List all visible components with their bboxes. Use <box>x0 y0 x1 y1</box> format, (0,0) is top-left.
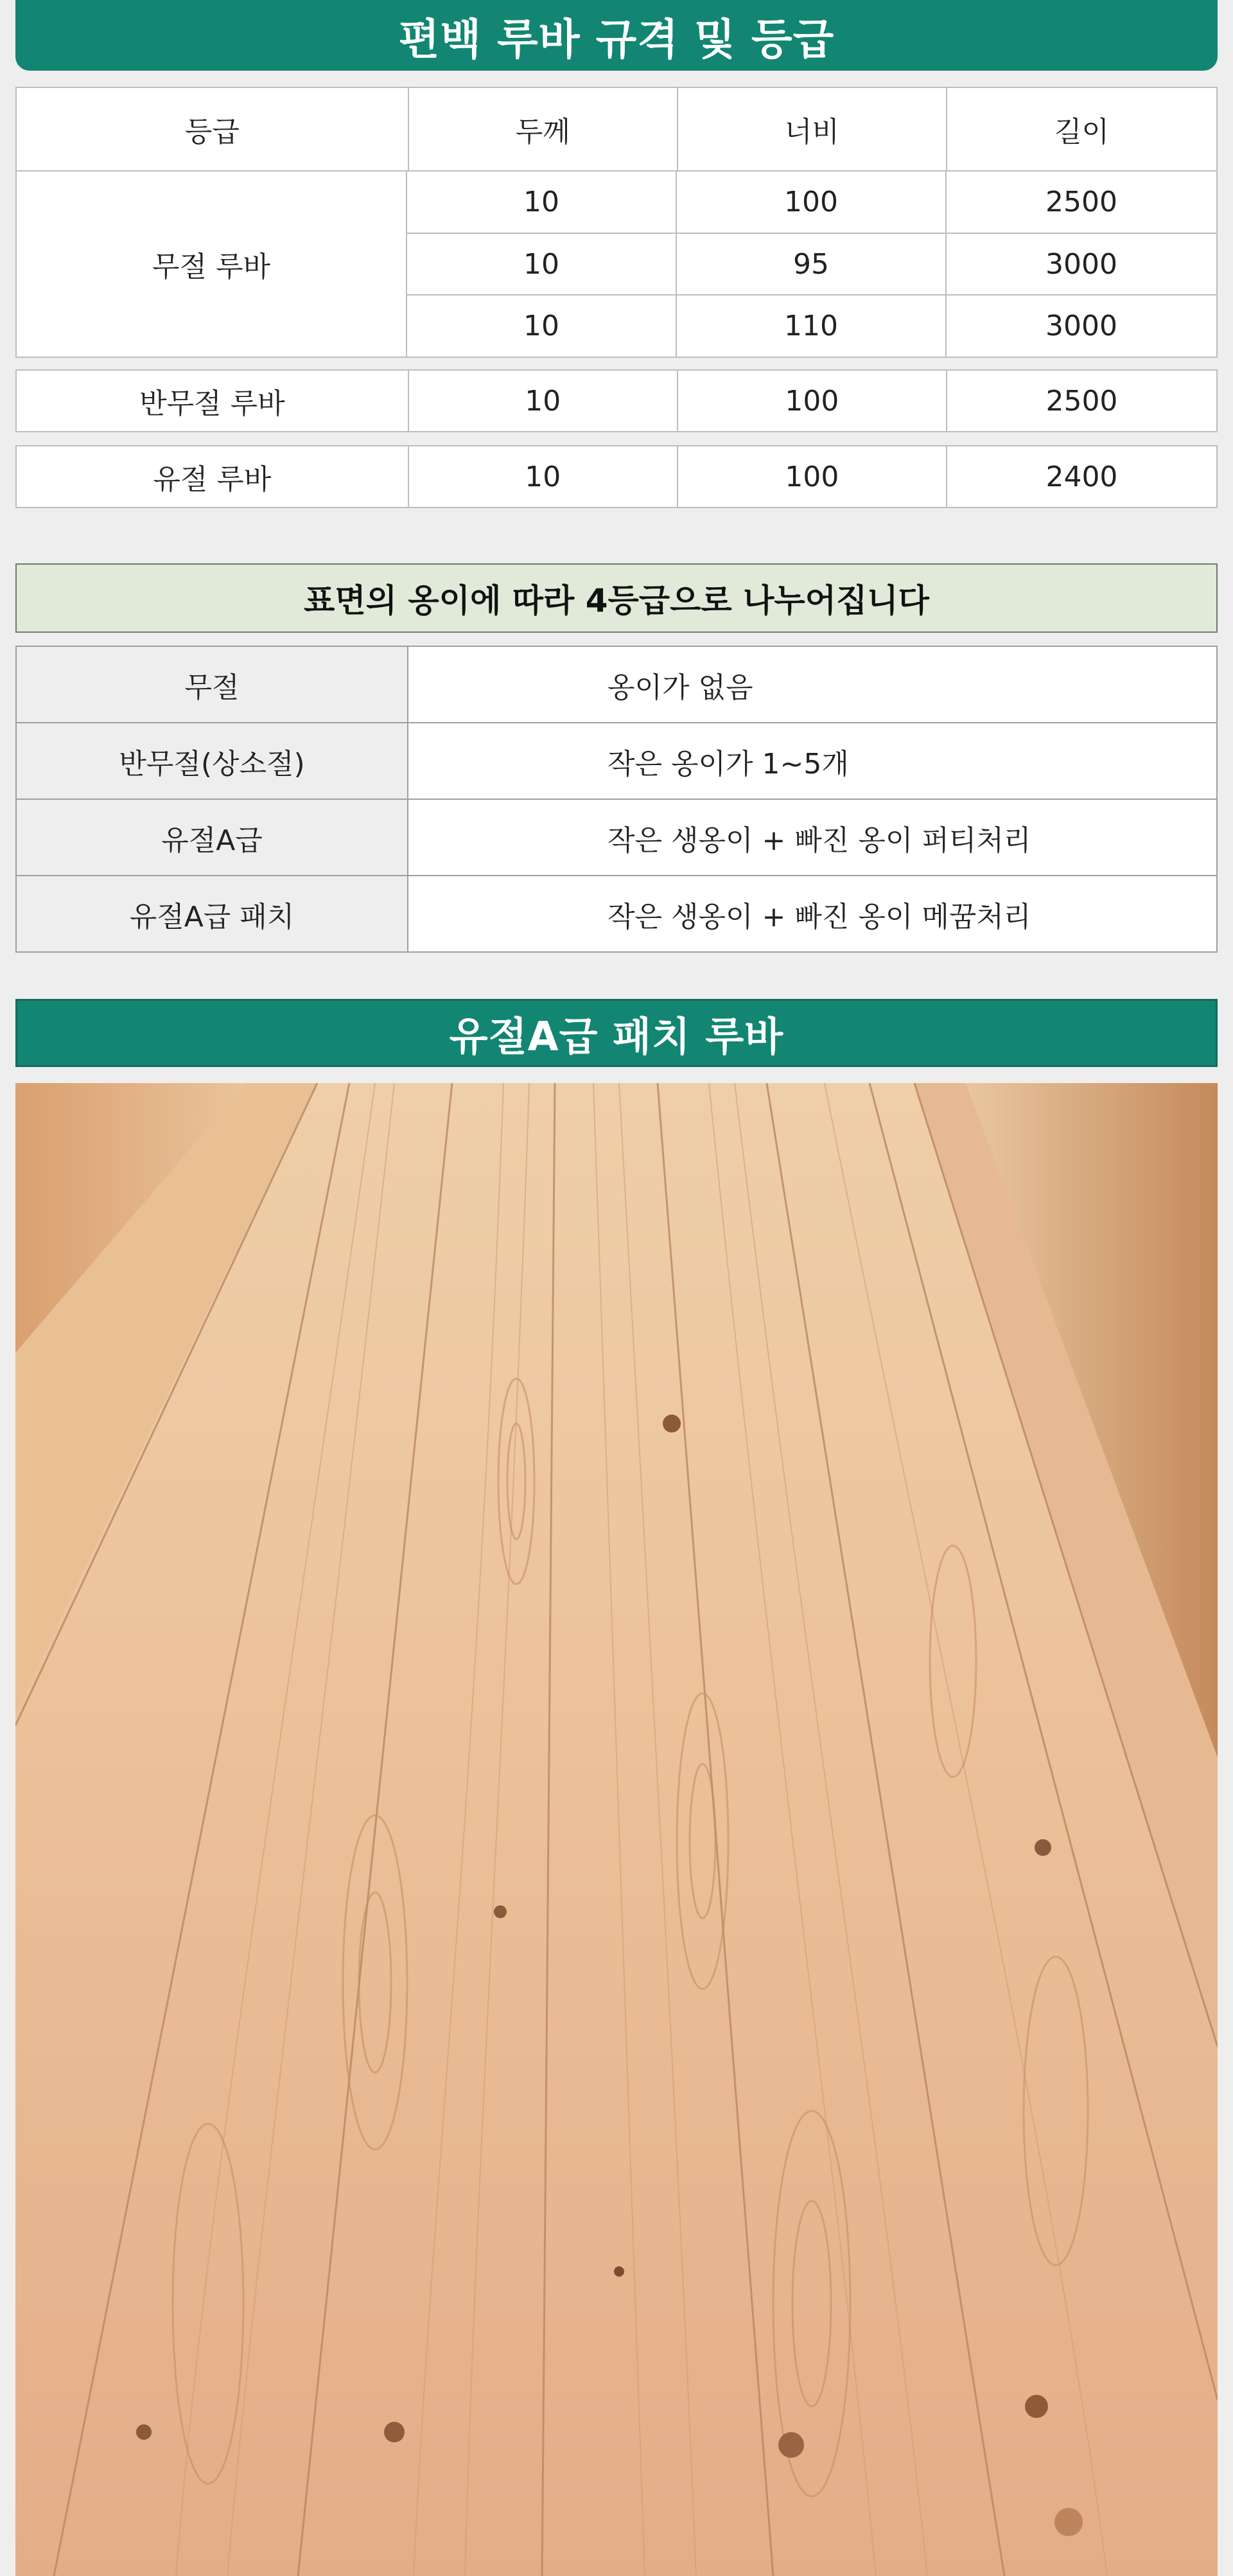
grade-name: 반무절(상소절) <box>17 723 408 798</box>
length-cell: 3000 <box>945 234 1216 295</box>
table-row <box>406 294 1216 357</box>
grade-subtitle-banner <box>15 563 1218 633</box>
table-row <box>17 875 1216 951</box>
thickness-cell: 10 <box>406 296 676 357</box>
table-row <box>406 172 1216 233</box>
length-cell: 2500 <box>946 371 1216 431</box>
header-width: 너비 <box>677 88 946 170</box>
width-cell: 100 <box>676 172 945 233</box>
spec-group-mujeol <box>15 170 1218 358</box>
length-cell: 2400 <box>946 446 1216 507</box>
table-row <box>406 233 1216 295</box>
grade-subtitle: 표면의 옹이에 따라 4등급으로 나누어집니다 <box>304 582 929 619</box>
spec-subrows <box>406 172 1216 357</box>
spec-title-banner <box>15 0 1218 71</box>
header-thickness: 두께 <box>408 88 677 170</box>
wood-plank-image <box>15 1083 1218 2576</box>
grade-desc: 작은 옹이가 1~5개 <box>408 723 1216 798</box>
thickness-cell: 10 <box>406 172 676 233</box>
length-cell: 2500 <box>945 172 1216 233</box>
grade-desc: 옹이가 없음 <box>408 647 1216 722</box>
table-row <box>17 798 1216 875</box>
grade-name: 유절A급 패치 <box>17 876 408 951</box>
table-row <box>17 647 1216 722</box>
grade-desc: 작은 생옹이 + 빠진 옹이 메꿈처리 <box>408 876 1216 951</box>
thickness-cell: 10 <box>408 446 677 507</box>
grade-name: 유절A급 <box>17 800 408 875</box>
grade-cell: 반무절 루바 <box>139 387 285 420</box>
width-cell: 110 <box>676 296 945 357</box>
grade-name: 무절 <box>17 647 408 722</box>
length-cell: 3000 <box>945 296 1216 357</box>
header-length: 길이 <box>946 88 1216 170</box>
spec-group-yujeol <box>15 445 1218 508</box>
spec-header-row <box>15 87 1218 172</box>
header-grade: 등급 <box>184 116 240 148</box>
photo-title: 유절A급 패치 루바 <box>449 1012 784 1060</box>
spec-title: 편백 루바 규격 및 등급 <box>398 14 835 64</box>
table-row <box>17 722 1216 798</box>
grade-table <box>15 646 1218 953</box>
photo-title-banner <box>15 999 1218 1067</box>
width-cell: 100 <box>677 446 946 507</box>
grade-cell: 무절 루바 <box>152 251 270 283</box>
spec-group-banmujeol <box>15 369 1218 432</box>
width-cell: 95 <box>676 234 945 295</box>
thickness-cell: 10 <box>406 234 676 295</box>
wood-plank-photo <box>15 1083 1218 2576</box>
grade-desc: 작은 생옹이 + 빠진 옹이 퍼티처리 <box>408 800 1216 875</box>
thickness-cell: 10 <box>408 371 677 431</box>
grade-cell: 유절 루바 <box>153 463 272 496</box>
width-cell: 100 <box>677 371 946 431</box>
